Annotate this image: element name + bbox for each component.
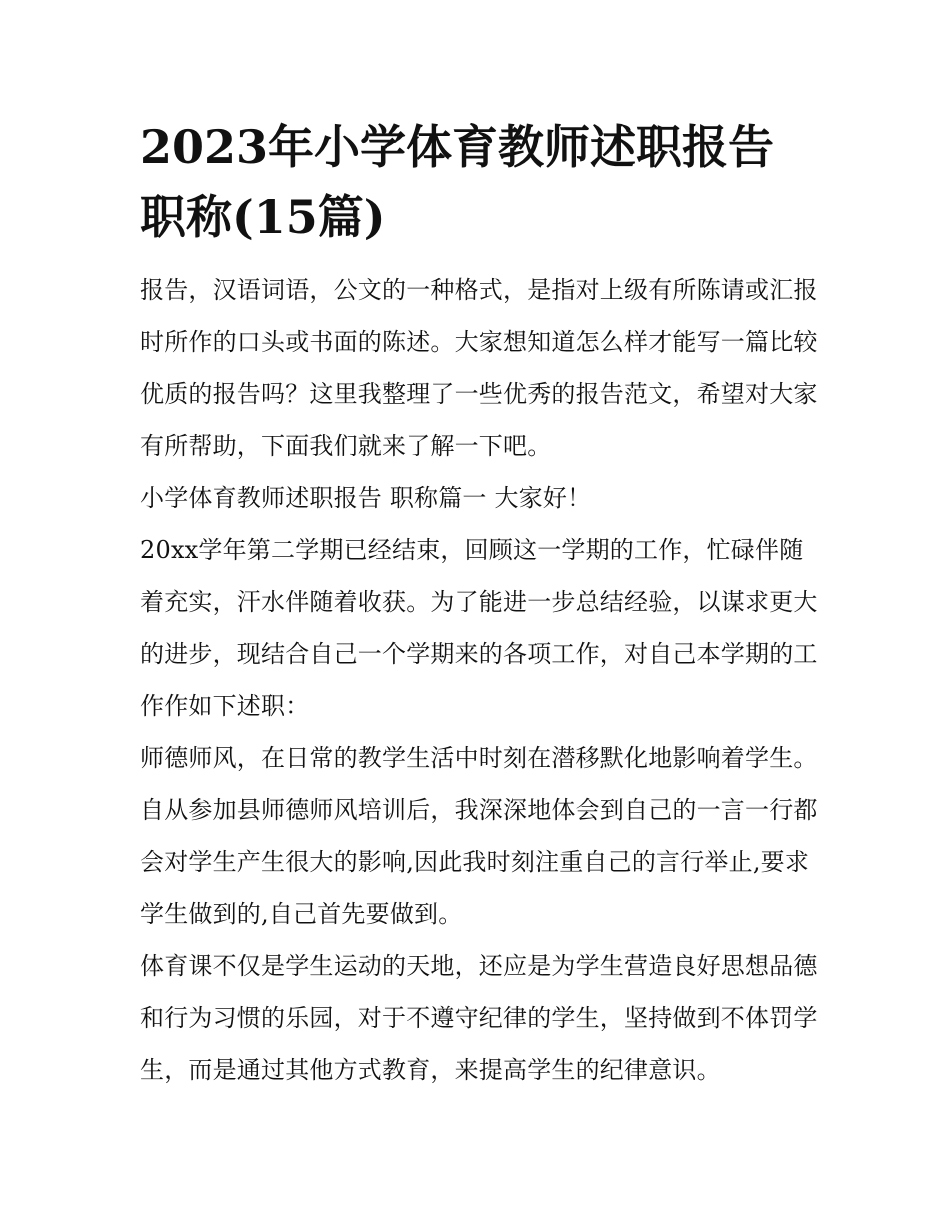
paragraph-pe-class: 体育课不仅是学生运动的天地，还应是为学生营造良好思想品德和行为习惯的乐园，对于不遵守纪律的学生，坚持做到不体罚学生，而是通过其他方式教育，来提高学生的纪律意识。 bbox=[140, 952, 818, 1084]
paragraph-semester-review: 20xx学年第二学期已经结束，回顾这一学期的工作，忙碌伴随着充实，汗水伴随着收获。为了能进一步总结经验，以谋求更大的进步，现结合自己一个学期来的各项工作，对自己本学期的工作作如下述职： bbox=[140, 536, 818, 720]
paragraph-intro: 报告，汉语词语，公文的一种格式，是指对上级有所陈请或汇报时所作的口头或书面的陈述。大家想知道怎么样才能写一篇比较优质的报告吗？这里我整理了一些优秀的报告范文，希望对大家有所帮助，下面我们就来了解一下吧。 bbox=[140, 276, 818, 460]
document-content bbox=[140, 112, 820, 1096]
paragraph-section-heading: 小学体育教师述职报告 职称篇一 大家好！ bbox=[140, 484, 592, 512]
document-title: 2023年小学体育教师述职报告职称(15篇) bbox=[140, 120, 775, 244]
paragraph-teacher-ethics: 师德师风，在日常的教学生活中时刻在潜移默化地影响着学生。自从参加县师德师风培训后，我深深地体会到自己的一言一行都会对学生产生很大的影响,因此我时刻注重自己的言行举止,要求学生做到的,自己首先要做到。 bbox=[140, 744, 818, 928]
